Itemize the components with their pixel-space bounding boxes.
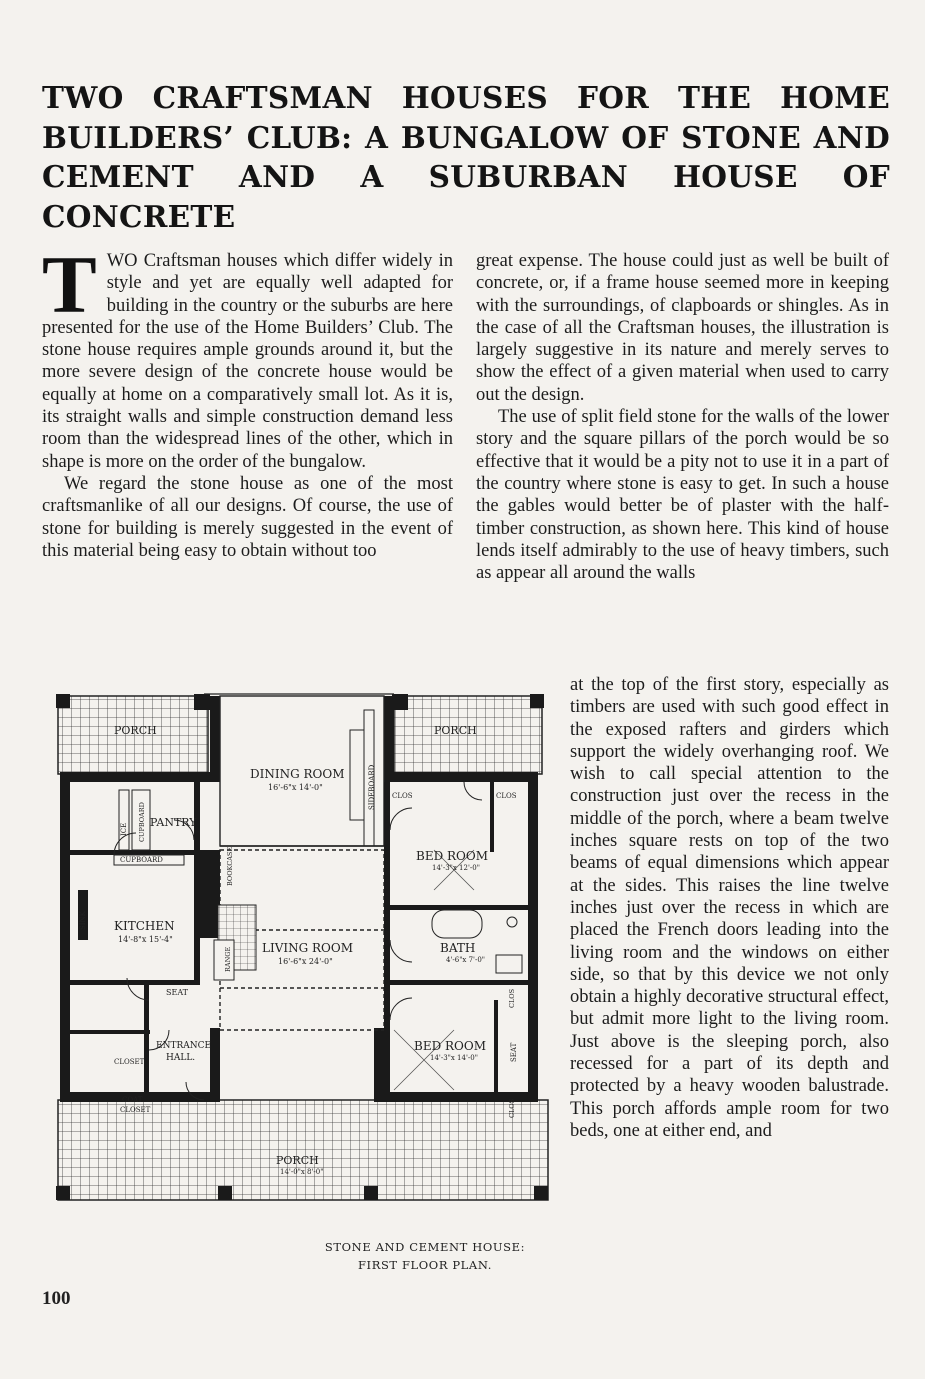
- label-pantry: PANTRY: [150, 816, 197, 829]
- label-hall: HALL.: [166, 1053, 196, 1063]
- label-dining: DINING ROOM: [250, 767, 345, 781]
- label-cupboard-h: CUPBOARD: [120, 856, 163, 864]
- label-porch-ne: PORCH: [434, 724, 477, 737]
- label-clos-3: CLOS: [508, 988, 516, 1008]
- page-number: 100: [42, 1288, 71, 1309]
- floor-plan-drawing: [44, 690, 554, 1210]
- figure-caption: [300, 1238, 550, 1274]
- label-living-dim: 16'-6"x 24'-0": [278, 957, 333, 966]
- paragraph-3-continued: at the top of the first story, especially as timbers are used with such good effect in the exposed rafters and girders which support the widely overhanging roof. We wish to call special attention to the construction just over the recess in the middle of the porch, where a beam twelve inches square rests on top of the two beams of equal dimensions which appear at the sides. This raises the line twelve inches just over the recess in which are placed the French doors leading into the living room and the windows on either side, so that by this device we not only obtain a highly decorative structural effect, but admit more light to the living room. Just above is the sleeping porch, also recessed for a part of its depth and protected by a heavy wooden balustrade. This porch affords ample room for two beds, one at either end, and: [570, 675, 889, 1141]
- label-kitchen: KITCHEN: [114, 919, 175, 933]
- label-range: RANGE: [224, 946, 232, 972]
- label-seat-bedroom: SEAT: [510, 1042, 518, 1062]
- text-column-right-narrow: [570, 674, 889, 1142]
- label-bedroom-2-dim: 14'-3"x 14'-0": [430, 1054, 478, 1062]
- text-column-right: [476, 250, 889, 584]
- label-bedroom-1: BED ROOM: [416, 849, 489, 863]
- caption-line-1: STONE AND CEMENT HOUSE:: [324, 1240, 526, 1254]
- paragraph-3: The use of split field stone for the walls of the lower story and the square pillars of the porch would be so effective that it would be a pity not to use it in a part of the country where stone is easy to get. In such a house the gables would better be of plaster with the half-timber construction, as shown here. This kind of house lends itself admirably to the use of heavy timbers, such as appear all around the walls: [476, 407, 889, 584]
- label-sideboard: SIDEBOARD: [368, 764, 376, 810]
- paragraph-2-continued: great expense. The house could just as well be built of concrete, or, if a frame house seemed more in keeping with the surroundings, of clapboards or shingles. As in the case of all the Craftsman houses, the illustration is largely suggestive in its nature and merely serves to show the effect of a given material when used to carry out the design.: [476, 251, 889, 405]
- label-bath-dim: 4'-6"x 7'-0": [446, 956, 486, 964]
- label-bookcase: BOOKCASE: [226, 846, 234, 886]
- label-entrance: ENTRANCE: [156, 1041, 212, 1051]
- porch-s-floor: [58, 1100, 548, 1200]
- drop-cap: T: [42, 239, 97, 330]
- label-porch-s: PORCH: [276, 1154, 319, 1167]
- label-bedroom-1-dim: 14'-3"x 12'-0": [432, 864, 480, 872]
- article-title: TWO CRAFTSMAN HOUSES FOR THE HOME BUILDERS’ CLUB: A BUNGALOW OF STONE AND CEMENT AND A SUBURBAN HOUSE OF CONCRETE: [42, 80, 890, 234]
- label-porch-nw: PORCH: [114, 724, 157, 737]
- paragraph-1: [42, 239, 453, 473]
- caption-line-2: FIRST FLOOR PLAN.: [357, 1258, 493, 1272]
- label-kitchen-dim: 14'-8"x 15'-4": [118, 935, 173, 944]
- label-cupboard-v: CUPBOARD: [138, 802, 146, 842]
- label-ice: ICE: [120, 822, 128, 836]
- paragraph-1-text: WO Craftsman houses which differ widely in style and yet are equally well adapted for building in the country or the suburbs are here presented for the use of the Home Builders’ Club. The stone house requires ample grounds around it, but the more severe design of the concrete house would be equally at home on a comparatively small lot. As it is, its straight walls and simple construction demand less room than the widespread lines of the other, which in shape is more on the order of the bungalow.: [42, 251, 453, 472]
- label-clos-1: CLOS: [392, 792, 413, 800]
- label-seat-hall: SEAT: [166, 988, 188, 997]
- label-sink: SINK: [79, 911, 87, 930]
- label-coat-closet: CLOSET: [120, 1106, 151, 1114]
- label-bath: BATH: [440, 941, 476, 955]
- paragraph-2: We regard the stone house as one of the most craftsmanlike of all our designs. Of course, the use of stone for building is merely suggested in the event of this material being easy to obtain without too: [42, 473, 453, 561]
- label-coat: COAT: [122, 1096, 143, 1104]
- label-clos-2: CLOS: [496, 792, 517, 800]
- label-living: LIVING ROOM: [262, 941, 354, 955]
- text-column-left: [42, 239, 453, 562]
- label-dining-dim: 16'-6"x 14'-0": [268, 783, 323, 792]
- label-porch-s-dim: 14'-0"x 8'-0": [280, 1168, 324, 1176]
- floor-plan: [44, 690, 554, 1210]
- label-closet: CLOSET: [114, 1058, 145, 1066]
- label-clos-4: CLOS: [508, 1098, 516, 1118]
- label-bedroom-2: BED ROOM: [414, 1039, 487, 1053]
